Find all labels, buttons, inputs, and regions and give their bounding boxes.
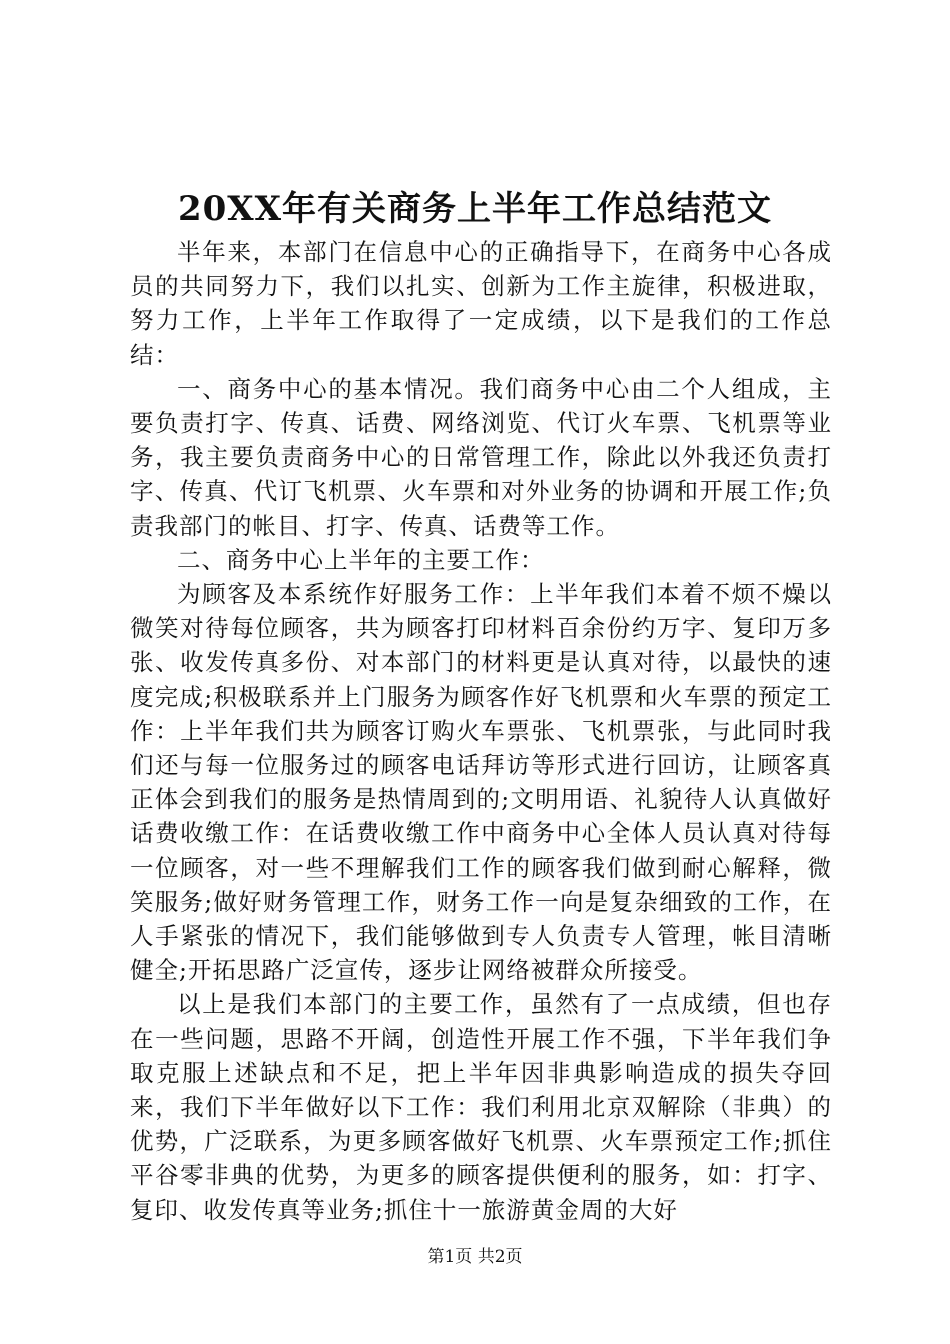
section-two-heading: 二、商务中心上半年的主要工作： [177, 545, 545, 574]
page-footer: 第1页 共2页 [427, 1247, 523, 1267]
document-body [130, 235, 832, 1227]
document-title: 20XX年有关商务上半年工作总结范文 [177, 189, 773, 229]
intro-paragraph: 半年来，本部门在信息中心的正确指导下，在商务中心各成员的共同努力下，我们以扎实、创新为工作主旋律，积极进取，努力工作，上半年工作取得了一定成绩，以下是我们的工作总结： [130, 238, 832, 369]
plan-paragraph: 以上是我们本部门的主要工作，虽然有了一点成绩，但也存在一些问题，思路不开阔，创造性开展工作不强，下半年我们争取克服上述缺点和不足，把上半年因非典影响造成的损失夺回来，我们下半年做好以下工作：我们利用北京双解除（非典）的优势，广泛联系，为更多顾客做好飞机票、火车票预定工作;抓住平谷零非典的优势，为更多的顾客提供便利的服务，如：打字、复印、收发传真等业务;抓住十一旅游黄金周的大好 [130, 990, 832, 1224]
main-work-paragraph: 为顾客及本系统作好服务工作：上半年我们本着不烦不燥以微笑对待每位顾客，共为顾客打印材料百余份约万字、复印万多张、收发传真多份、对本部门的材料更是认真对待，以最快的速度完成;积极联系并上门服务为顾客作好飞机票和火车票的预定工作：上半年我们共为顾客订购火车票张、飞机票张，与此同时我们还与每一位服务过的顾客电话拜访等形式进行回访，让顾客真正体会到我们的服务是热情周到的;文明用语、礼貌待人认真做好话费收缴工作：在话费收缴工作中商务中心全体人员认真对待每一位顾客，对一些不理解我们工作的顾客我们做到耐心解释，微笑服务;做好财务管理工作，财务工作一向是复杂细致的工作，在人手紧张的情况下，我们能够做到专人负责专人管理，帐目清晰健全;开拓思路广泛宣传，逐步让网络被群众所接受。 [130, 580, 832, 985]
section-one-paragraph: 一、商务中心的基本情况。我们商务中心由二个人组成，主要负责打字、传真、话费、网络浏览、代订火车票、飞机票等业务，我主要负责商务中心的日常管理工作，除此以外我还负责打字、传真、代订飞机票、火车票和对外业务的协调和开展工作;负责我部门的帐目、打字、传真、话费等工作。 [130, 374, 832, 540]
